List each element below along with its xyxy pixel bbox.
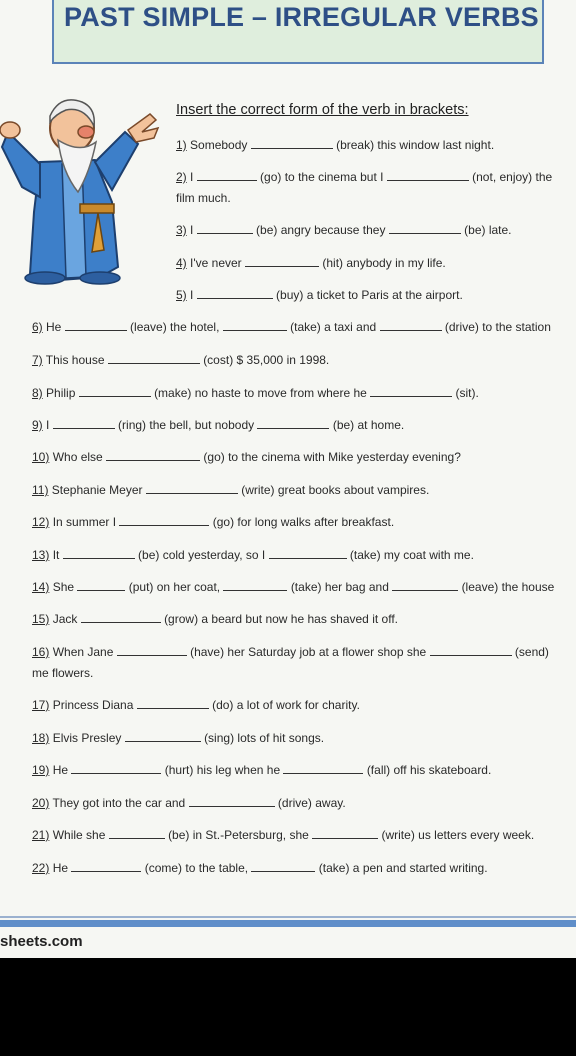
answer-blank[interactable] xyxy=(106,450,200,461)
answer-blank[interactable] xyxy=(81,612,161,623)
item-text: (take) her bag and xyxy=(290,580,389,594)
item-text: He xyxy=(52,763,69,777)
answer-blank[interactable] xyxy=(65,320,127,331)
exercise-item xyxy=(32,418,404,432)
answer-blank[interactable] xyxy=(389,223,461,234)
item-text: (go) to the cinema but I xyxy=(260,170,384,184)
item-text: (hit) anybody in my life. xyxy=(322,256,446,270)
exercise-item xyxy=(32,580,554,594)
item-text: (go) for long walks after breakfast. xyxy=(212,515,395,529)
item-text: It xyxy=(52,548,60,562)
exercise-item xyxy=(176,223,512,237)
answer-blank[interactable] xyxy=(79,386,151,397)
answer-blank[interactable] xyxy=(137,698,209,709)
item-text: (leave) the house xyxy=(461,580,555,594)
item-text: I xyxy=(190,170,194,184)
item-number: 14) xyxy=(32,580,50,594)
item-number: 3) xyxy=(176,223,187,237)
answer-blank[interactable] xyxy=(119,515,209,526)
item-text: (cost) $ 35,000 in 1998. xyxy=(203,353,330,367)
answer-blank[interactable] xyxy=(387,170,469,181)
item-text: me flowers. xyxy=(32,666,94,680)
answer-blank[interactable] xyxy=(146,483,238,494)
item-text: (ring) the bell, but nobody xyxy=(118,418,255,432)
exercise-item xyxy=(32,698,360,712)
item-text: Who else xyxy=(52,450,103,464)
exercise-item xyxy=(32,645,549,659)
item-number: 7) xyxy=(32,353,43,367)
answer-blank[interactable] xyxy=(71,861,141,872)
item-text: Princess Diana xyxy=(52,698,134,712)
item-number: 9) xyxy=(32,418,43,432)
item-text: (break) this window last night. xyxy=(336,138,495,152)
item-text: I xyxy=(190,288,194,302)
answer-blank[interactable] xyxy=(197,223,253,234)
item-text: When Jane xyxy=(52,645,114,659)
page-title: PAST SIMPLE – IRREGULAR VERBS xyxy=(64,2,539,32)
exercise-item xyxy=(32,515,394,529)
exercise-item xyxy=(176,191,231,205)
item-text: (take) a pen and started writing. xyxy=(318,861,488,875)
exercise-item xyxy=(32,483,429,497)
item-text: (be) cold yesterday, so I xyxy=(138,548,266,562)
instruction: Insert the correct form of the verb in brackets: xyxy=(176,102,469,118)
exercise-item xyxy=(32,731,324,745)
item-text: (put) on her coat, xyxy=(128,580,221,594)
wizard-illustration xyxy=(0,92,165,287)
exercise-item xyxy=(176,256,446,270)
item-number: 4) xyxy=(176,256,187,270)
item-text: They got into the car and xyxy=(52,796,186,810)
exercise-item xyxy=(32,796,346,810)
item-text: I xyxy=(190,223,194,237)
item-text: (be) at home. xyxy=(332,418,405,432)
answer-blank[interactable] xyxy=(125,731,201,742)
answer-blank[interactable] xyxy=(251,138,333,149)
item-text: This house xyxy=(45,353,105,367)
answer-blank[interactable] xyxy=(312,828,378,839)
answer-blank[interactable] xyxy=(77,580,125,591)
item-text: (do) a lot of work for charity. xyxy=(212,698,360,712)
exercise-item xyxy=(32,666,93,680)
item-number: 11) xyxy=(32,483,49,497)
answer-blank[interactable] xyxy=(251,861,315,872)
answer-blank[interactable] xyxy=(370,386,452,397)
item-text: (not, enjoy) the xyxy=(472,170,553,184)
item-text: (take) my coat with me. xyxy=(349,548,474,562)
item-text: (hurt) his leg when he xyxy=(164,763,281,777)
answer-blank[interactable] xyxy=(197,170,257,181)
exercise-item xyxy=(32,548,474,562)
item-number: 12) xyxy=(32,515,50,529)
item-text: He xyxy=(46,320,62,334)
item-text: (be) in St.-Petersburg, she xyxy=(168,828,309,842)
item-text: Jack xyxy=(52,612,78,626)
item-text: (sit). xyxy=(455,386,479,400)
answer-blank[interactable] xyxy=(257,418,329,429)
item-text: (come) to the table, xyxy=(144,861,249,875)
item-text: He xyxy=(52,861,69,875)
item-text: While she xyxy=(52,828,106,842)
item-number: 21) xyxy=(32,828,50,842)
footer-divider xyxy=(0,916,576,918)
item-number: 6) xyxy=(32,320,43,334)
answer-blank[interactable] xyxy=(223,320,287,331)
item-text: Stephanie Meyer xyxy=(51,483,143,497)
answer-blank[interactable] xyxy=(380,320,442,331)
exercise-item xyxy=(176,138,494,152)
item-text: (be) angry because they xyxy=(256,223,386,237)
item-text: Elvis Presley xyxy=(52,731,122,745)
answer-blank[interactable] xyxy=(117,645,187,656)
item-text: (fall) off his skateboard. xyxy=(366,763,492,777)
exercise-item xyxy=(32,828,534,842)
exercise-item xyxy=(32,861,488,875)
item-text: (sing) lots of hit songs. xyxy=(204,731,325,745)
item-number: 17) xyxy=(32,698,50,712)
item-text: (go) to the cinema with Mike yesterday evening? xyxy=(203,450,461,464)
item-number: 16) xyxy=(32,645,50,659)
exercise-item xyxy=(32,320,551,334)
item-text: In summer I xyxy=(52,515,117,529)
item-number: 10) xyxy=(32,450,50,464)
item-text: (write) us letters every week. xyxy=(381,828,535,842)
item-number: 1) xyxy=(176,138,187,152)
exercise-item xyxy=(176,170,552,184)
item-text: Philip xyxy=(46,386,76,400)
answer-blank[interactable] xyxy=(108,353,200,364)
answer-blank[interactable] xyxy=(63,548,135,559)
item-number: 8) xyxy=(32,386,43,400)
exercise-item xyxy=(32,450,461,464)
answer-blank[interactable] xyxy=(197,288,273,299)
answer-blank[interactable] xyxy=(283,763,363,774)
exercise-item xyxy=(32,386,479,400)
title-box xyxy=(52,0,544,64)
item-text: (drive) to the station xyxy=(444,320,551,334)
item-text: (write) great books about vampires. xyxy=(241,483,430,497)
item-text: I xyxy=(46,418,50,432)
exercise-item xyxy=(32,763,491,777)
item-number: 2) xyxy=(176,170,187,184)
item-text: (buy) a ticket to Paris at the airport. xyxy=(276,288,463,302)
item-text: (send) xyxy=(514,645,549,659)
item-number: 19) xyxy=(32,763,50,777)
site-name: sheets.com xyxy=(0,933,83,950)
answer-blank[interactable] xyxy=(71,763,161,774)
item-text: She xyxy=(52,580,75,594)
item-number: 13) xyxy=(32,548,50,562)
item-text: (grow) a beard but now he has shaved it off. xyxy=(164,612,398,626)
item-text: (drive) away. xyxy=(277,796,346,810)
answer-blank[interactable] xyxy=(269,548,347,559)
answer-blank[interactable] xyxy=(392,580,458,591)
item-number: 20) xyxy=(32,796,50,810)
answer-blank[interactable] xyxy=(245,256,319,267)
item-text: (be) late. xyxy=(464,223,512,237)
answer-blank[interactable] xyxy=(109,828,165,839)
exercise-item xyxy=(32,353,329,367)
answer-blank[interactable] xyxy=(53,418,115,429)
item-number: 18) xyxy=(32,731,50,745)
item-text: (leave) the hotel, xyxy=(130,320,220,334)
item-number: 15) xyxy=(32,612,50,626)
item-text: (have) her Saturday job at a flower shop she xyxy=(190,645,427,659)
item-text: (take) a taxi and xyxy=(290,320,377,334)
answer-blank[interactable] xyxy=(430,645,512,656)
answer-blank[interactable] xyxy=(189,796,275,807)
item-text: Somebody xyxy=(190,138,248,152)
item-text: (make) no haste to move from where he xyxy=(154,386,367,400)
item-number: 22) xyxy=(32,861,50,875)
exercise-item xyxy=(32,612,398,626)
item-text: I've never xyxy=(190,256,242,270)
footer-bar xyxy=(0,920,576,927)
item-number: 5) xyxy=(176,288,187,302)
exercise-item xyxy=(176,288,463,302)
answer-blank[interactable] xyxy=(223,580,287,591)
item-text: film much. xyxy=(176,191,231,205)
